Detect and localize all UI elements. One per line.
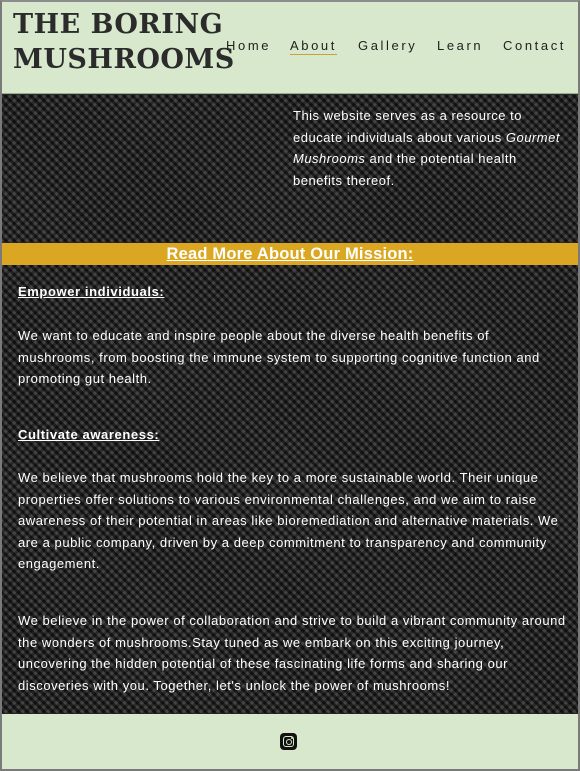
closing-text: We believe in the power of collaboration and strive to build a vibrant community around the wonders of mushrooms.Stay tuned as we embark on this exciting journey, uncovering the hidden potential of these fascinating life forms and sharing our discoveries with you. Together, let's unlock the power of mushrooms! bbox=[18, 613, 566, 693]
nav-item-about[interactable]: About bbox=[290, 38, 337, 53]
intro-part-2: and the potential health benefits thereof. bbox=[293, 151, 517, 188]
nav-item-learn[interactable]: Learn bbox=[437, 38, 484, 53]
cultivate-text: We believe that mushrooms hold the key to a more sustainable world. Their unique properties offer solutions to various environmental challenges, and we aim to raise awareness of their potential in areas like bioremediation and alternative materials. We are a public company, driven by a deep commitment to transparency and community engagement. bbox=[18, 470, 559, 571]
nav-item-home[interactable]: Home bbox=[226, 38, 272, 53]
main-nav bbox=[2, 38, 578, 58]
intro-part-1: This website serves as a resource to educate individuals about various bbox=[293, 108, 522, 145]
empower-text: We want to educate and inspire people about the diverse health benefits of mushrooms, from boosting the immune system to supporting cognitive function and promoting gut health. bbox=[18, 328, 540, 386]
site-footer bbox=[2, 714, 578, 769]
intro-text bbox=[293, 105, 569, 191]
logo-line-2: MUSHROOMS bbox=[13, 44, 235, 75]
intro-emphasis: Gourmet Mushrooms bbox=[293, 129, 560, 166]
empower-heading: Empower individuals: bbox=[18, 284, 165, 299]
main-content bbox=[2, 95, 578, 714]
nav-item-contact[interactable]: Contact bbox=[503, 38, 567, 53]
instagram-icon[interactable] bbox=[280, 733, 297, 750]
nav-item-gallery[interactable]: Gallery bbox=[358, 38, 418, 53]
mission-banner bbox=[2, 243, 578, 265]
logo-line-1: THE BORING bbox=[13, 9, 224, 40]
site-header bbox=[2, 2, 578, 94]
cultivate-heading: Cultivate awareness: bbox=[18, 427, 160, 442]
read-more-mission-link[interactable]: Read More About Our Mission: bbox=[166, 245, 414, 263]
